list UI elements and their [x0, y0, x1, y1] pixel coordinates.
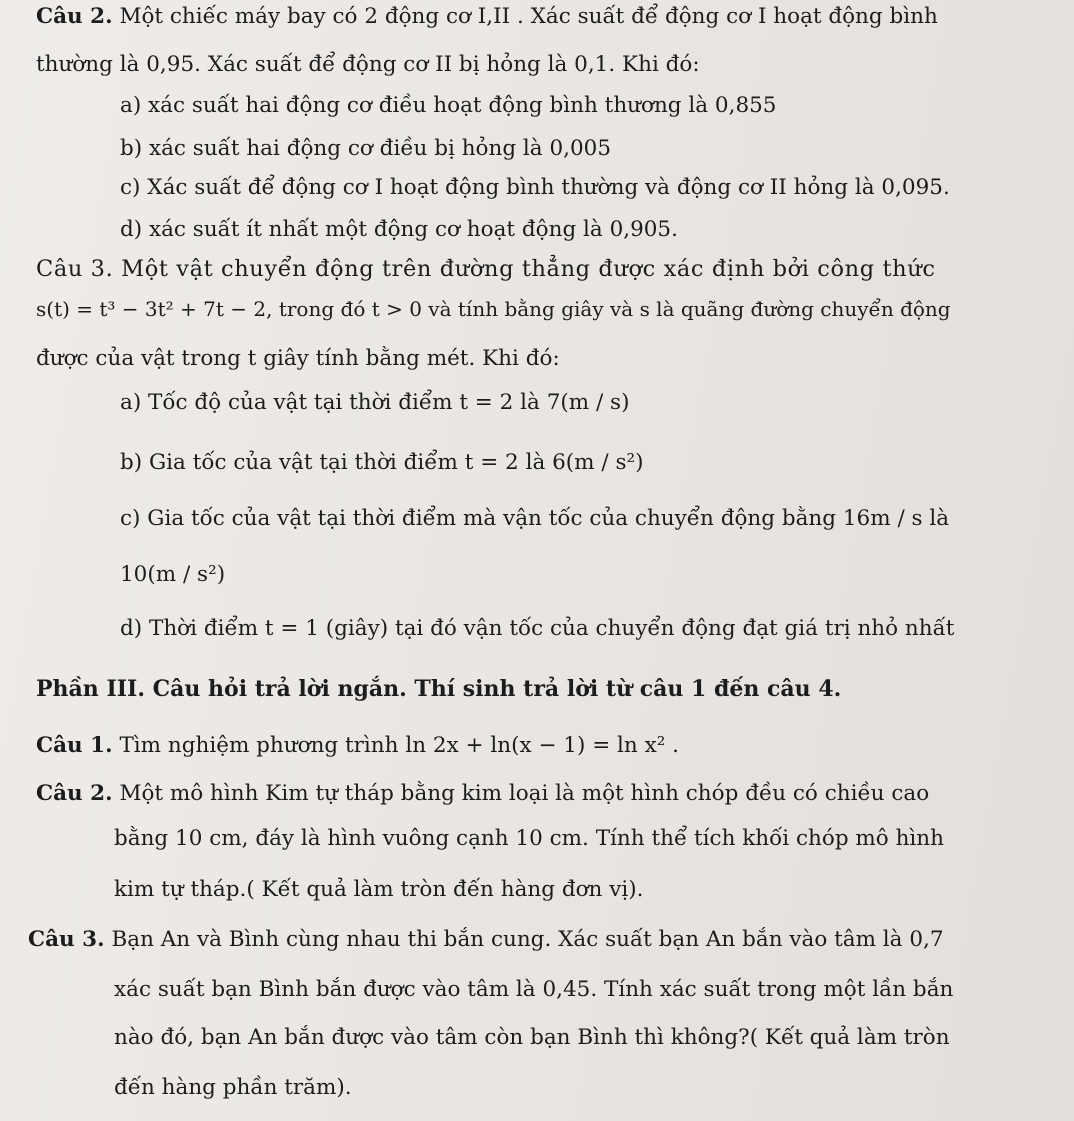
- option-b: b) xác suất hai động cơ điều bị hỏng là 0,005: [120, 136, 612, 161]
- short-question-1-head: Câu 1.: [36, 733, 113, 758]
- short-question-3-line-2: xác suất bạn Bình bắn được vào tâm là 0,45. Tính xác suất trong một lần bắn: [114, 977, 954, 1002]
- option-c: c) Xác suất để động cơ I hoạt động bình thường và động cơ II hỏng là 0,095.: [120, 175, 950, 200]
- question-2-line-1: [36, 6, 938, 28]
- short-question-1-text: Tìm nghiệm phương trình ln 2x + ln(x − 1) = ln x² .: [119, 733, 680, 758]
- option-a: a) Tốc độ của vật tại thời điểm t = 2 là 7(m / s): [120, 390, 630, 415]
- short-question-2-text: Một mô hình Kim tự tháp bằng kim loại là một hình chóp đều có chiều cao: [119, 781, 930, 806]
- option-a: a) xác suất hai động cơ điều hoạt động bình thương là 0,855: [120, 93, 777, 118]
- short-question-2-line-3: kim tự tháp.( Kết quả làm tròn đến hàng đơn vị).: [114, 877, 644, 902]
- short-question-1: [36, 735, 679, 757]
- short-question-3-head: Câu 3.: [28, 927, 105, 952]
- question-3-head: Câu 3.: [36, 256, 114, 282]
- option-c-continued: 10(m / s²): [120, 562, 226, 587]
- short-question-3-line-3: nào đó, bạn An bắn được vào tâm còn bạn Bình thì không?( Kết quả làm tròn: [114, 1025, 950, 1050]
- question-3-line-3: được của vật trong t giây tính bằng mét. Khi đó:: [36, 346, 560, 371]
- short-question-3-line-4: đến hàng phần trăm).: [114, 1075, 352, 1100]
- section-title: Phần III. Câu hỏi trả lời ngắn. Thí sinh trả lời từ câu 1 đến câu 4.: [36, 676, 842, 702]
- option-b: b) Gia tốc của vật tại thời điểm t = 2 là 6(m / s²): [120, 450, 644, 475]
- question-3-line-1: [36, 258, 936, 281]
- option-d: d) Thời điểm t = 1 (giây) tại đó vận tốc của chuyển động đạt giá trị nhỏ nhất: [120, 616, 955, 641]
- question-2-line-2: thường là 0,95. Xác suất để động cơ II bị hỏng là 0,1. Khi đó:: [36, 52, 700, 77]
- question-2-head: Câu 2.: [36, 4, 113, 29]
- question-3-text: Một vật chuyển động trên đường thẳng được xác định bởi công thức: [121, 256, 936, 282]
- question-2-text: Một chiếc máy bay có 2 động cơ I,II . Xác suất để động cơ I hoạt động bình: [119, 4, 938, 29]
- option-d: d) xác suất ít nhất một động cơ hoạt động là 0,905.: [120, 217, 678, 242]
- short-question-3-text: Bạn An và Bình cùng nhau thi bắn cung. Xác suất bạn An bắn vào tâm là 0,7: [111, 927, 944, 952]
- short-question-3-line-1: [28, 929, 944, 951]
- short-question-2-line-1: [36, 783, 929, 805]
- short-question-2-line-2: bằng 10 cm, đáy là hình vuông cạnh 10 cm. Tính thể tích khối chóp mô hình: [114, 826, 944, 851]
- question-3-line-2: s(t) = t³ − 3t² + 7t − 2, trong đó t > 0 và tính bằng giây và s là quãng đường chuyển động: [36, 297, 951, 321]
- option-c: c) Gia tốc của vật tại thời điểm mà vận tốc của chuyển động bằng 16m / s là: [120, 506, 950, 531]
- short-question-2-head: Câu 2.: [36, 781, 113, 806]
